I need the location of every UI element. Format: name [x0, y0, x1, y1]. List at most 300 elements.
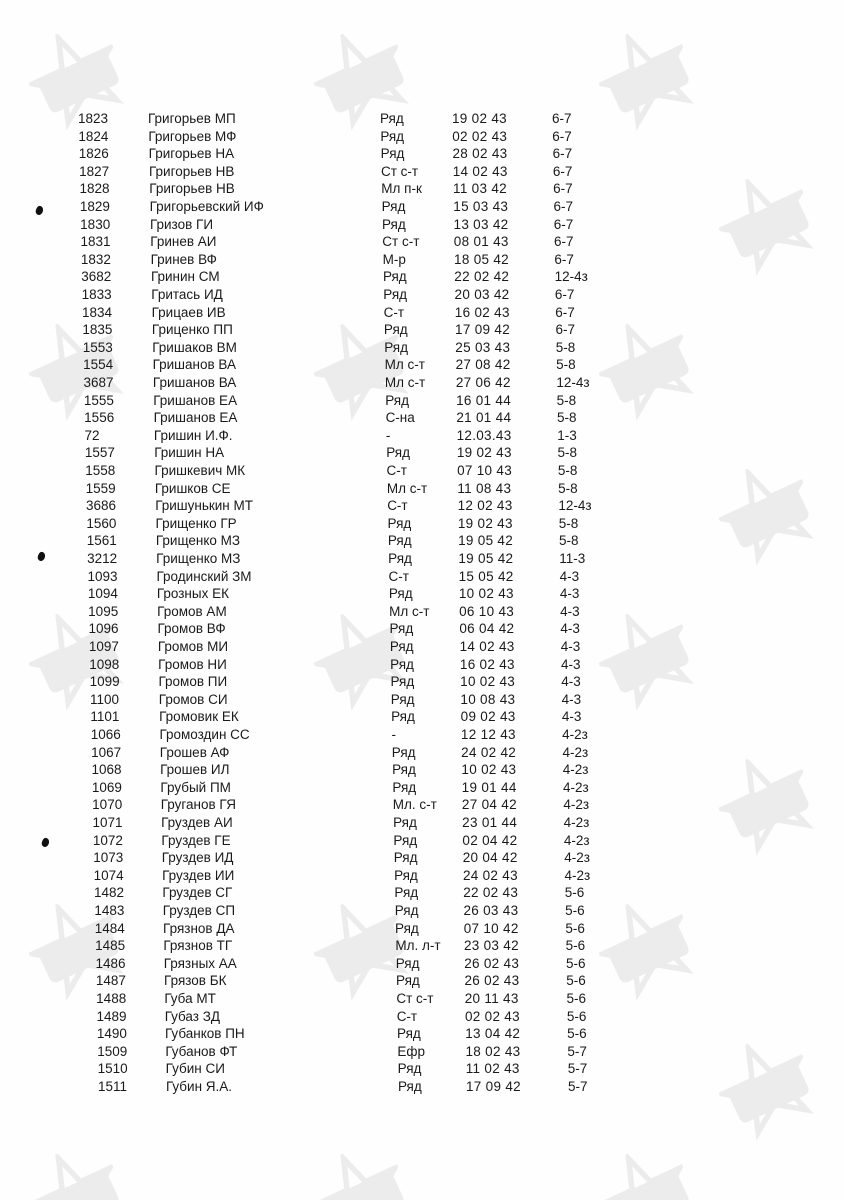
- soldier-name: Громов МИ: [157, 639, 229, 654]
- archive-reference: 6-7: [553, 181, 573, 197]
- military-rank: Ряд: [386, 445, 410, 461]
- military-rank: Ст с-т: [380, 163, 419, 179]
- archive-reference: 5-6: [565, 938, 586, 954]
- record-row: [0, 233, 844, 251]
- archive-reference: 6-7: [553, 199, 573, 214]
- soldier-name: Гришанов ВА: [152, 357, 236, 373]
- record-date: 19 02 43: [457, 515, 513, 531]
- record-date: 16 01 44: [456, 392, 512, 408]
- military-rank: Ряд: [383, 287, 408, 302]
- soldier-name: Гришанов ЕА: [153, 392, 238, 408]
- record-date: 24 02 42: [461, 744, 517, 760]
- record-date: 26 02 43: [464, 955, 520, 971]
- record-row: [0, 761, 844, 779]
- record-number: 1830: [80, 216, 111, 232]
- military-rank: С-т: [386, 463, 407, 478]
- soldier-name: Грязнов ТГ: [163, 938, 233, 954]
- record-row: [0, 779, 844, 797]
- record-row: [0, 673, 844, 691]
- record-date: 14 02 43: [459, 639, 515, 654]
- archive-reference: 1-3: [557, 427, 577, 443]
- archive-reference: 5-7: [567, 1061, 588, 1077]
- military-rank: Ряд: [390, 674, 415, 690]
- military-rank: Ряд: [395, 955, 420, 971]
- archive-reference: 5-6: [565, 903, 585, 918]
- record-date: 19 01 44: [461, 779, 517, 795]
- record-date: 16 02 43: [454, 304, 510, 320]
- archive-reference: 4-2з: [563, 832, 590, 848]
- record-row: [0, 937, 844, 955]
- record-row: [0, 480, 844, 498]
- record-number: 1831: [80, 234, 111, 250]
- record-number: 1553: [82, 339, 113, 355]
- archive-reference: 4-3: [561, 674, 581, 690]
- archive-reference: 5-8: [555, 339, 576, 355]
- archive-reference: 5-8: [557, 445, 578, 461]
- soldier-name: Гринев АИ: [150, 234, 217, 250]
- record-date: 22 02 43: [463, 885, 519, 901]
- record-date: 14 02 43: [452, 163, 508, 179]
- record-row: [0, 515, 844, 533]
- archive-reference: 12-4з: [556, 375, 590, 390]
- soldier-name: Грищенко ГР: [155, 515, 237, 531]
- soldier-name: Грязных АА: [163, 955, 237, 971]
- record-date: 10 02 43: [460, 674, 516, 690]
- soldier-name: Груздев ГЕ: [161, 832, 231, 848]
- record-date: 26 02 43: [464, 973, 520, 989]
- record-number: 1483: [94, 903, 125, 918]
- soldier-name: Гришин НА: [154, 445, 225, 461]
- military-rank: С-на: [385, 410, 415, 426]
- record-row: [0, 550, 844, 568]
- military-rank: С-т: [396, 1008, 418, 1024]
- record-date: 27 04 42: [461, 797, 517, 813]
- record-date: 12 02 43: [457, 498, 513, 514]
- soldier-name: Гришин И.Ф.: [153, 427, 233, 443]
- record-date: 02 04 42: [462, 832, 518, 848]
- record-row: [0, 1025, 844, 1043]
- record-number: 1071: [92, 815, 123, 830]
- record-date: 06 04 42: [459, 621, 515, 637]
- record-row: [0, 321, 844, 339]
- record-number: 1833: [81, 287, 112, 302]
- military-rank: Мл. л-т: [395, 938, 441, 954]
- record-number: 1555: [83, 392, 114, 408]
- military-rank: Ряд: [388, 551, 412, 566]
- record-number: 3687: [83, 375, 114, 390]
- record-number: 1560: [86, 515, 117, 531]
- archive-reference: 5-8: [556, 410, 577, 426]
- record-number: 1488: [96, 991, 127, 1006]
- military-rank: Ряд: [394, 867, 418, 883]
- archive-reference: 6-7: [552, 146, 573, 162]
- military-rank: Мл с-т: [389, 603, 430, 619]
- archive-reference: 5-8: [558, 480, 578, 496]
- record-date: 26 03 43: [463, 903, 519, 918]
- archive-reference: 4-3: [561, 709, 582, 725]
- soldier-name: Губин Я.А.: [166, 1079, 233, 1094]
- record-number: 1067: [91, 744, 122, 760]
- archive-reference: 6-7: [552, 163, 573, 179]
- military-rank: Ряд: [398, 1079, 422, 1094]
- record-number: 1096: [88, 621, 119, 637]
- record-date: 02 02 43: [464, 1008, 520, 1024]
- record-number: 1511: [98, 1079, 128, 1094]
- soldier-name: Гришанов ВА: [152, 375, 237, 390]
- archive-reference: 5-6: [565, 955, 586, 971]
- military-rank: Ряд: [381, 216, 406, 232]
- record-date: 10 08 43: [460, 691, 516, 707]
- military-rank: Ряд: [397, 1061, 422, 1077]
- record-number: 1509: [97, 1043, 128, 1059]
- record-row: [0, 110, 844, 128]
- record-number: 1487: [95, 973, 126, 989]
- record-number: 1834: [82, 304, 113, 320]
- archive-reference: 4-3: [560, 603, 580, 619]
- archive-reference: 5-8: [558, 533, 579, 549]
- record-date: 20 11 43: [464, 991, 519, 1006]
- archive-reference: 5-8: [556, 357, 576, 373]
- archive-reference: 5-6: [566, 973, 586, 989]
- military-rank: Ряд: [390, 656, 414, 672]
- record-date: 15 05 42: [458, 568, 514, 584]
- archive-reference: 4-3: [559, 568, 580, 584]
- record-number: 1093: [87, 568, 118, 584]
- military-rank: Ряд: [388, 586, 413, 602]
- archive-reference: 11-3: [559, 551, 586, 566]
- record-row: [0, 1043, 844, 1061]
- soldier-name: Громов СИ: [158, 691, 228, 707]
- record-number: 1558: [85, 463, 116, 478]
- archive-reference: 4-2з: [563, 815, 590, 830]
- record-row: [0, 568, 844, 586]
- military-rank: Ряд: [380, 128, 405, 144]
- record-row: [0, 180, 844, 198]
- military-rank: Ряд: [389, 639, 414, 654]
- record-row: [0, 374, 844, 392]
- military-rank: Ряд: [385, 392, 409, 408]
- record-number: 1482: [94, 885, 125, 901]
- soldier-name: Грищенко МЗ: [156, 551, 241, 566]
- record-row: [0, 656, 844, 674]
- record-date: 10 02 43: [458, 586, 514, 602]
- record-date: 19 02 43: [452, 111, 507, 126]
- record-number: 1066: [90, 727, 121, 742]
- military-rank: Ряд: [380, 111, 404, 126]
- military-rank: Мл с-т: [384, 357, 425, 373]
- soldier-name: Губанков ПН: [165, 1026, 245, 1042]
- soldier-name: Гродинский ЗМ: [156, 568, 252, 584]
- military-rank: Ряд: [387, 515, 412, 531]
- military-rank: С-т: [387, 498, 408, 514]
- record-date: 16 02 43: [459, 656, 515, 672]
- record-number: 1099: [89, 674, 120, 690]
- record-date: 22 02 42: [454, 269, 510, 285]
- record-date: 27 08 42: [455, 357, 511, 373]
- record-row: [0, 198, 844, 216]
- record-date: 08 01 43: [453, 234, 509, 250]
- record-date: 11 03 42: [453, 181, 507, 197]
- record-number: 1823: [78, 111, 109, 126]
- soldier-name: Гринев ВФ: [150, 251, 217, 267]
- record-date: 07 10 43: [457, 463, 513, 478]
- soldier-name: Григорьевский ИФ: [149, 199, 264, 214]
- record-row: [0, 497, 844, 515]
- archive-reference: 6-7: [552, 128, 572, 144]
- record-row: [0, 444, 844, 462]
- archive-reference: 4-2з: [564, 867, 591, 883]
- soldier-name: Гризов ГИ: [149, 216, 214, 232]
- military-rank: Ряд: [390, 691, 415, 707]
- record-row: [0, 691, 844, 709]
- archive-reference: 6-7: [554, 234, 574, 250]
- record-row: [0, 216, 844, 234]
- soldier-name: Громов ВФ: [157, 621, 226, 637]
- record-row: [0, 128, 844, 146]
- record-date: 20 03 42: [454, 287, 510, 302]
- record-date: 27 06 42: [455, 375, 511, 390]
- record-row: [0, 1008, 844, 1026]
- archive-reference: 4-3: [559, 586, 580, 602]
- military-rank: Ряд: [395, 920, 419, 936]
- record-row: [0, 849, 844, 867]
- record-row: [0, 603, 844, 621]
- record-date: 21 01 44: [456, 410, 512, 426]
- military-rank: Ряд: [383, 322, 408, 338]
- archive-reference: 6-7: [554, 287, 575, 302]
- record-row: [0, 955, 844, 973]
- archive-reference: 5-7: [568, 1079, 588, 1094]
- military-rank: Мл. с-т: [392, 797, 437, 813]
- archive-reference: 6-7: [552, 111, 572, 126]
- military-rank: Мл с-т: [384, 375, 426, 390]
- soldier-name: Громовик ЕК: [159, 709, 239, 725]
- soldier-name: Григорьев НВ: [148, 163, 235, 179]
- record-row: [0, 339, 844, 357]
- record-date: 20 04 42: [462, 850, 518, 866]
- record-date: 09 02 43: [460, 709, 516, 725]
- soldier-name: Григорьев МФ: [148, 128, 237, 144]
- military-rank: Ряд: [393, 850, 418, 866]
- record-row: [0, 145, 844, 163]
- record-date: 19 05 42: [458, 533, 514, 549]
- military-rank: С-т: [383, 304, 405, 320]
- record-date: 17 09 42: [455, 322, 510, 338]
- military-rank: Ряд: [393, 832, 418, 848]
- archive-reference: 5-7: [567, 1043, 587, 1059]
- record-row: [0, 585, 844, 603]
- record-row: [0, 867, 844, 885]
- archive-reference: 5-8: [558, 515, 579, 531]
- soldier-name: Грищенко МЗ: [155, 533, 241, 549]
- archive-reference: 5-8: [556, 392, 577, 408]
- record-row: [0, 268, 844, 286]
- soldier-name: Груздев СГ: [162, 885, 233, 901]
- military-rank: Ряд: [382, 269, 407, 285]
- soldier-name: Гришунькин МТ: [155, 498, 254, 514]
- military-rank: Ряд: [387, 533, 412, 549]
- record-row: [0, 427, 844, 445]
- archive-reference: 5-6: [567, 1026, 587, 1042]
- archive-reference: 4-3: [561, 691, 582, 707]
- record-row: [0, 744, 844, 762]
- military-rank: Ст с-т: [382, 234, 420, 250]
- soldier-name: Григорьев НВ: [149, 181, 235, 197]
- record-number: 1101: [90, 709, 120, 725]
- record-date: 19 02 43: [456, 445, 512, 461]
- record-number: 1070: [92, 797, 123, 813]
- record-date: 28 02 43: [452, 146, 508, 162]
- archive-reference: 4-2з: [562, 762, 589, 778]
- record-date: 18 02 43: [465, 1043, 521, 1059]
- record-number: 1826: [78, 146, 109, 162]
- record-row: [0, 708, 844, 726]
- record-date: 10 02 43: [461, 762, 517, 778]
- military-rank: Ряд: [389, 621, 414, 637]
- soldier-name: Губаз ЗД: [164, 1008, 221, 1024]
- record-date: 13 03 42: [453, 216, 509, 232]
- record-number: 1486: [95, 955, 126, 971]
- military-rank: Ряд: [394, 903, 419, 918]
- record-row: [0, 902, 844, 920]
- record-number: 1073: [93, 850, 124, 866]
- record-number: 1489: [96, 1008, 127, 1024]
- archive-reference: 4-3: [560, 639, 581, 654]
- record-row: [0, 286, 844, 304]
- soldier-name: Громов АМ: [157, 603, 227, 619]
- record-date: 19 05 42: [458, 551, 514, 566]
- record-date: 13 04 42: [465, 1026, 521, 1042]
- record-number: 1097: [88, 639, 119, 654]
- record-row: [0, 356, 844, 374]
- archive-reference: 6-7: [555, 322, 575, 338]
- record-date: 12 12 43: [460, 727, 516, 742]
- record-number: 1490: [96, 1026, 127, 1042]
- record-number: 1829: [79, 199, 110, 214]
- record-number: 1557: [84, 445, 115, 461]
- record-row: [0, 409, 844, 427]
- record-number: 1068: [91, 762, 122, 778]
- record-number: 1827: [79, 163, 110, 179]
- record-number: 1072: [92, 832, 123, 848]
- record-date: 23 01 44: [462, 815, 518, 830]
- soldier-name: Груганов ГЯ: [160, 797, 237, 813]
- record-number: 1074: [93, 867, 124, 883]
- soldier-name: Грязов БК: [164, 973, 227, 989]
- military-rank: Ряд: [396, 973, 420, 989]
- archive-reference: 4-3: [560, 621, 580, 637]
- archive-reference: 6-7: [555, 304, 575, 320]
- military-rank: Мл с-т: [386, 480, 428, 496]
- soldier-name: Груздев СП: [162, 903, 236, 918]
- soldier-name: Григорьев МП: [148, 111, 236, 126]
- record-number: 1485: [95, 938, 126, 954]
- record-row: [0, 638, 844, 656]
- record-date: 18 05 42: [454, 251, 509, 267]
- record-row: [0, 920, 844, 938]
- record-number: 1100: [90, 691, 120, 707]
- record-row: [0, 726, 844, 744]
- soldier-name: Губа МТ: [164, 991, 216, 1006]
- record-number: 1069: [91, 779, 122, 795]
- record-number: 1832: [80, 251, 111, 267]
- record-number: 1094: [87, 586, 118, 602]
- soldier-name: Грицаев ИВ: [151, 304, 226, 320]
- soldier-name: Гришанов ЕА: [153, 410, 238, 426]
- soldier-name: Губин СИ: [165, 1061, 225, 1077]
- soldier-name: Грубый ПМ: [160, 779, 231, 795]
- record-number: 1510: [97, 1061, 128, 1077]
- soldier-name: Гринин СМ: [150, 269, 220, 285]
- military-rank: Ряд: [397, 1026, 421, 1042]
- record-number: 72: [84, 427, 100, 443]
- archive-reference: 6-7: [554, 251, 574, 267]
- record-row: [0, 814, 844, 832]
- military-rank: Ряд: [393, 815, 417, 830]
- soldier-name: Груздев АИ: [161, 815, 233, 830]
- archive-reference: 4-2з: [562, 744, 589, 760]
- military-rank: Ряд: [384, 339, 408, 355]
- military-rank: Ефр: [397, 1043, 425, 1059]
- archive-reference: 12-4з: [558, 498, 592, 514]
- military-rank: Ряд: [380, 146, 405, 162]
- archive-reference: 4-2з: [562, 727, 588, 742]
- record-row: [0, 392, 844, 410]
- record-row: [0, 1060, 844, 1078]
- record-number: 1098: [89, 656, 120, 672]
- archive-reference: 5-8: [557, 463, 578, 478]
- record-date: 02 02 43: [452, 128, 508, 144]
- record-row: [0, 620, 844, 638]
- military-rank: -: [385, 427, 391, 443]
- military-rank: Мл п-к: [381, 181, 422, 197]
- record-date: 25 03 43: [455, 339, 511, 355]
- soldier-name: Грошев АФ: [159, 744, 230, 760]
- record-date: 23 03 42: [463, 938, 519, 954]
- record-row: [0, 832, 844, 850]
- record-number: 1561: [86, 533, 117, 549]
- military-rank: -: [391, 727, 396, 742]
- military-rank: Ряд: [391, 709, 415, 725]
- soldier-name: Гришаков ВМ: [152, 339, 237, 355]
- record-number: 1828: [79, 181, 110, 197]
- record-number: 3682: [81, 269, 112, 285]
- military-rank: М-р: [382, 251, 406, 267]
- record-date: 15 03 43: [453, 199, 509, 214]
- soldier-name: Громоздин СС: [159, 727, 250, 742]
- soldier-name: Гритась ИД: [151, 287, 223, 302]
- soldier-name: Григорьев НА: [148, 146, 235, 162]
- archive-reference: 4-3: [561, 656, 581, 672]
- military-rank: Ряд: [391, 744, 416, 760]
- record-date: 17 09 42: [466, 1079, 521, 1094]
- record-row: [0, 462, 844, 480]
- archive-reference: 4-2з: [564, 850, 590, 866]
- archive-reference: 4-2з: [563, 779, 589, 795]
- record-row: [0, 251, 844, 269]
- record-number: 1824: [78, 128, 109, 144]
- record-date: 07 10 42: [463, 920, 519, 936]
- soldier-name: Грязнов ДА: [163, 920, 235, 936]
- record-date: 11 08 43: [457, 480, 512, 496]
- record-row: [0, 796, 844, 814]
- military-rank: Ряд: [392, 779, 417, 795]
- record-date: 06 10 43: [459, 603, 515, 619]
- archive-reference: 4-2з: [563, 797, 590, 813]
- record-number: 1835: [82, 322, 113, 338]
- record-number: 1559: [85, 480, 116, 496]
- soldier-name: Груздев ИИ: [162, 867, 235, 883]
